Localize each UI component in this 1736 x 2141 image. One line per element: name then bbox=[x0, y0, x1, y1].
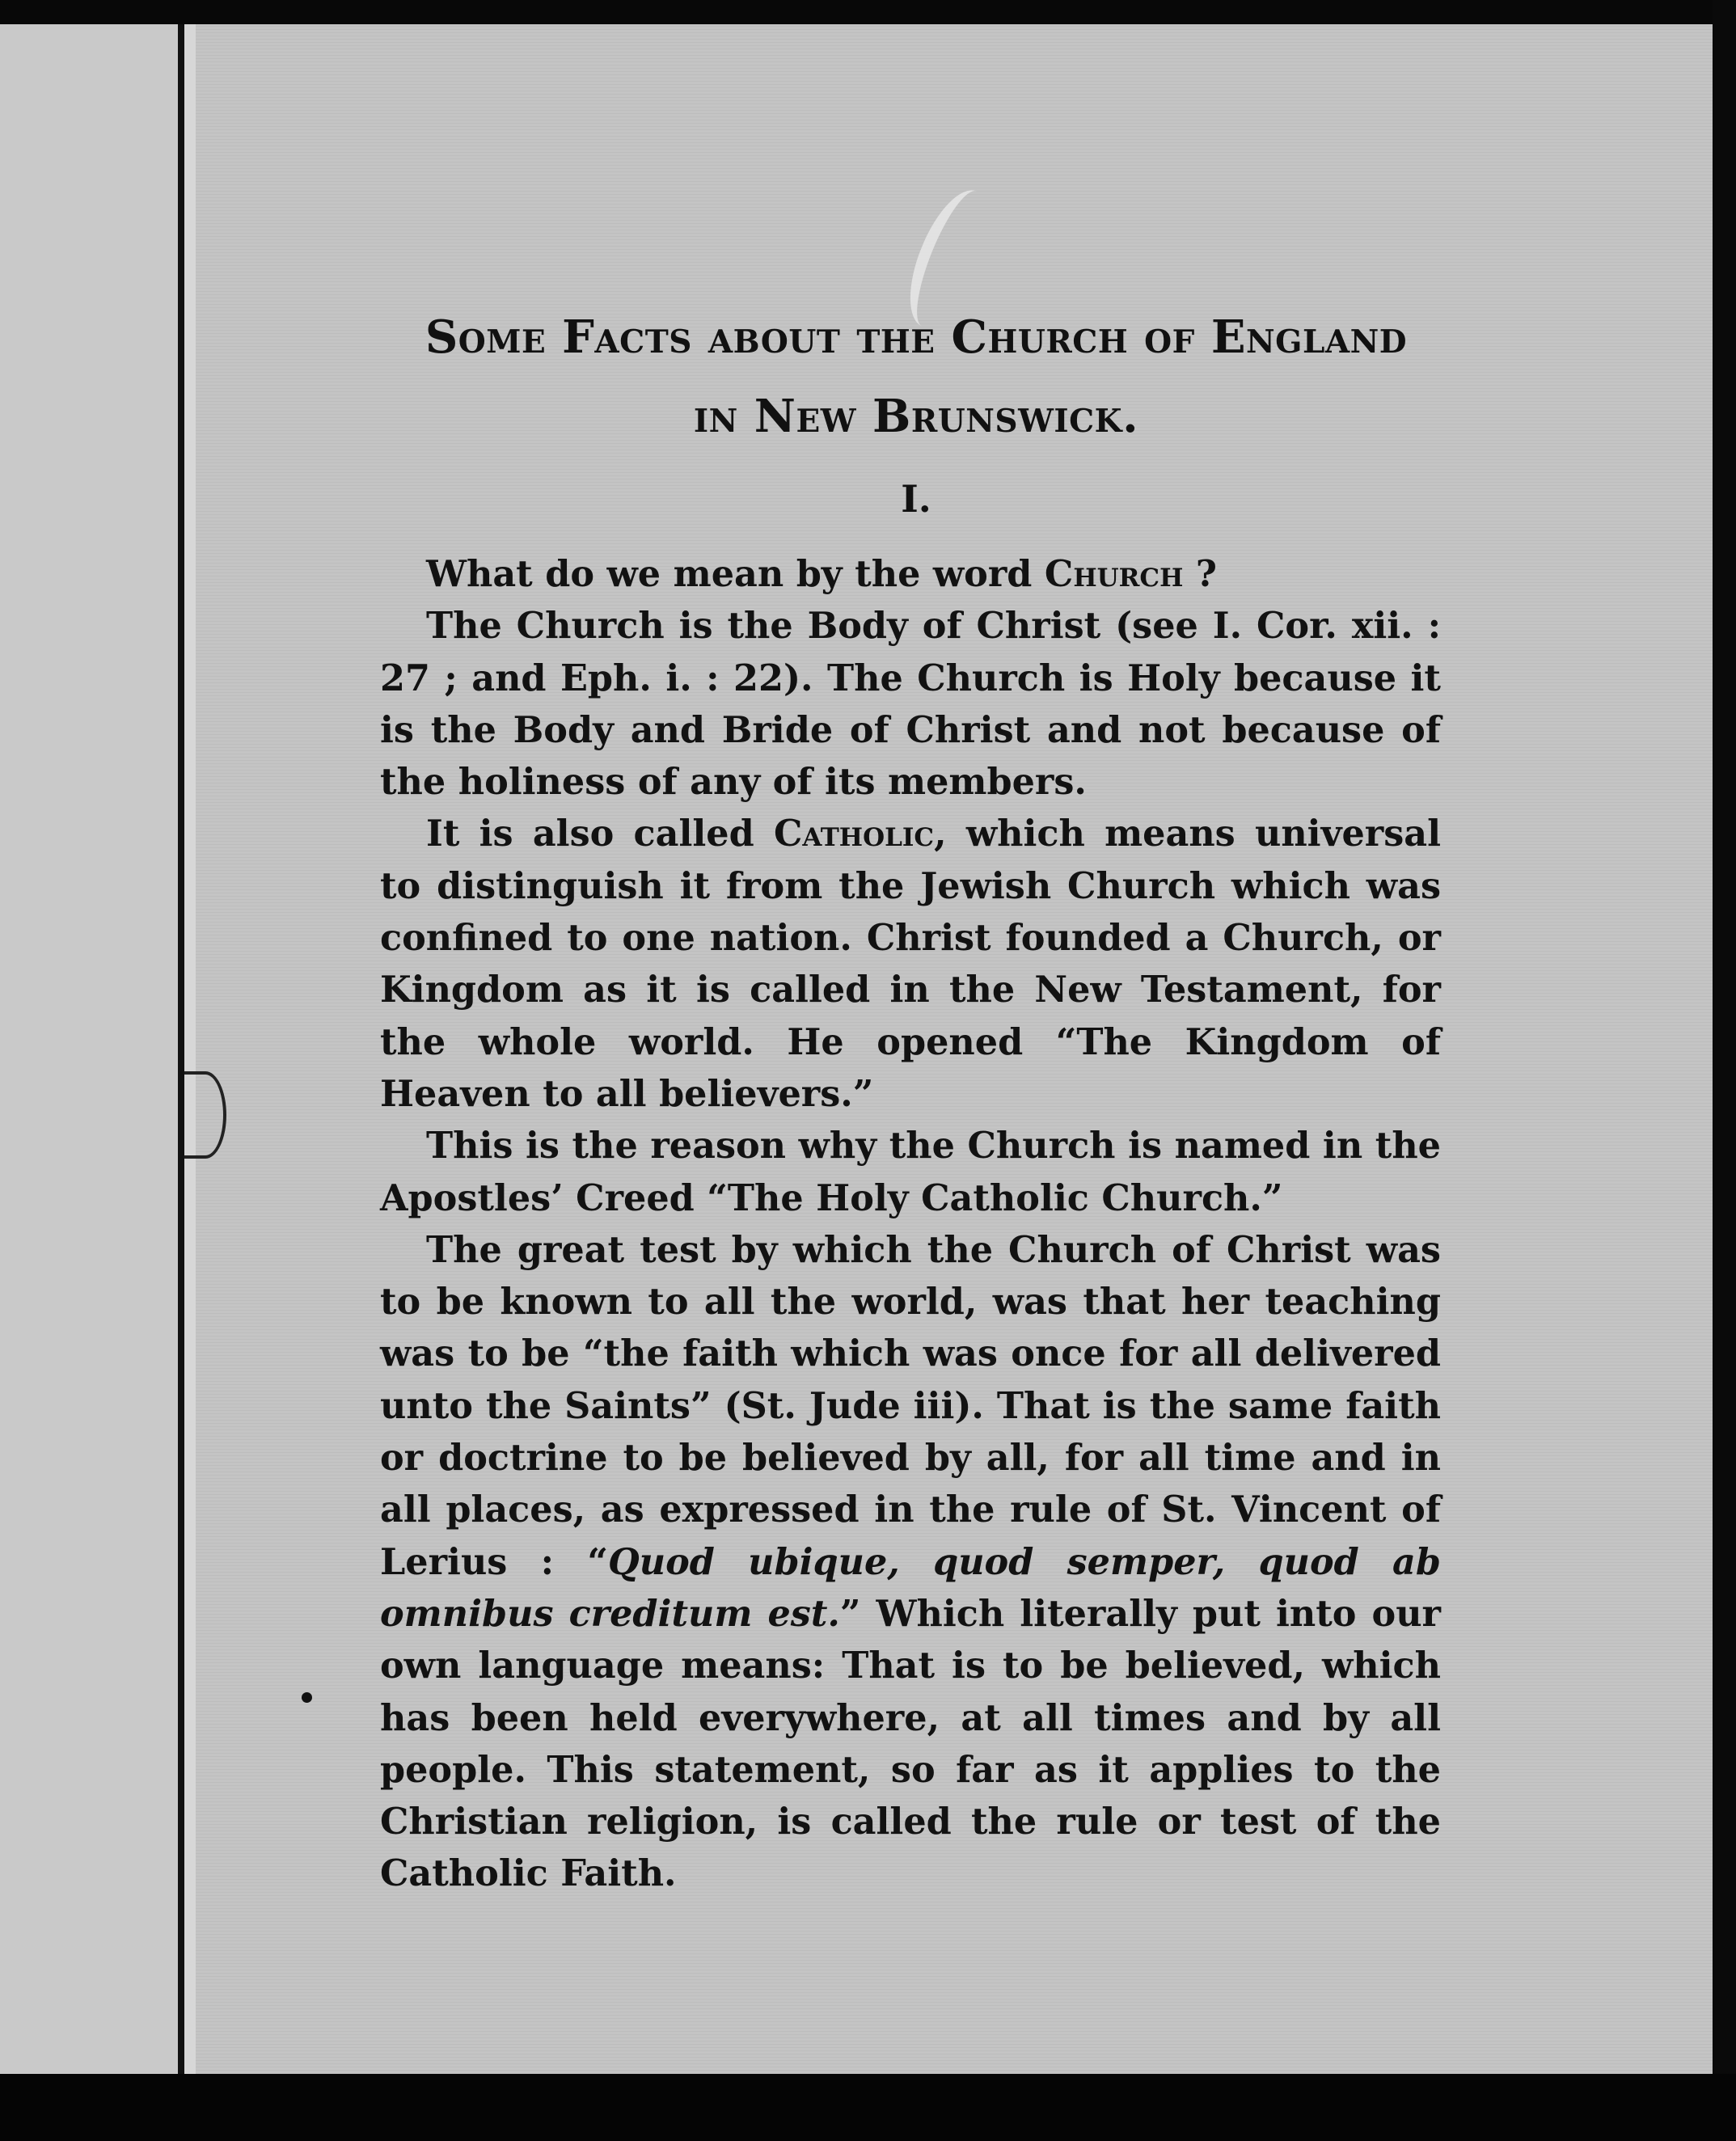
text-run: , which means universal to distinguish it from the Jewish Church which was confined to one nation. Christ founded a Church, or Kingdom as it is called in the New Testament, for the whole world. He opened “The Kingdom of Heaven to all believers.” bbox=[380, 813, 1441, 1115]
paragraph-question bbox=[380, 548, 1441, 600]
small-caps-term: Catholic bbox=[773, 813, 935, 855]
gutter-line bbox=[178, 24, 184, 2074]
gutter-gap bbox=[184, 24, 196, 2074]
scan-frame-right bbox=[1713, 0, 1736, 2141]
scan-frame-bottom bbox=[0, 2074, 1736, 2141]
paragraph-catholic bbox=[380, 808, 1441, 1120]
title-line-1: Some Facts about the Church of England bbox=[424, 310, 1408, 364]
margin-pencil-mark bbox=[184, 1071, 226, 1159]
section-number: I. bbox=[901, 477, 931, 521]
text-run: It is also called bbox=[426, 813, 774, 855]
text-run: ” Which literally put into our own language means: That is to be believed, which has been held everywhere, at all times and by all people. This statement, so far as it applies to the Christian religion, is called the rule or test of the Catholic Faith. bbox=[380, 1592, 1441, 1895]
paragraph-creed: This is the reason why the Church is named in the Apostles’ Creed “The Holy Catholic Church.” bbox=[380, 1125, 1441, 1219]
body-text bbox=[380, 548, 1441, 1900]
text-run: ? bbox=[1183, 553, 1217, 595]
text-run: The great test by which the Church of Christ was to be known to all the world, was that her teaching was to be “the faith which was once for all delivered unto the Saints” (St. Jude iii). That is the same faith or doctrine to be believed by all, for all time and in all places, as expressed in the rule of St. Vincent of Lerius : “ bbox=[380, 1228, 1441, 1583]
small-caps-term: Church bbox=[1044, 553, 1184, 595]
margin-dot-mark bbox=[302, 1692, 312, 1703]
facing-page-strip bbox=[0, 24, 180, 2074]
scan-frame-top bbox=[0, 0, 1736, 24]
title-line-2: in New Brunswick. bbox=[693, 390, 1139, 443]
latin-quote: Quod ubique, quod semper, quod ab omnibus creditum est. bbox=[380, 1540, 1441, 1635]
page-title bbox=[374, 298, 1458, 456]
paragraph-great-test bbox=[380, 1224, 1441, 1900]
paragraph-body-of-christ: The Church is the Body of Christ (see I. Cor. xii. : 27 ; and Eph. i. : 22). The Church is Holy because it is the Body and Bride of Christ and not because of the holiness of any of its members. bbox=[380, 605, 1441, 804]
text-run: What do we mean by the word bbox=[426, 553, 1045, 595]
